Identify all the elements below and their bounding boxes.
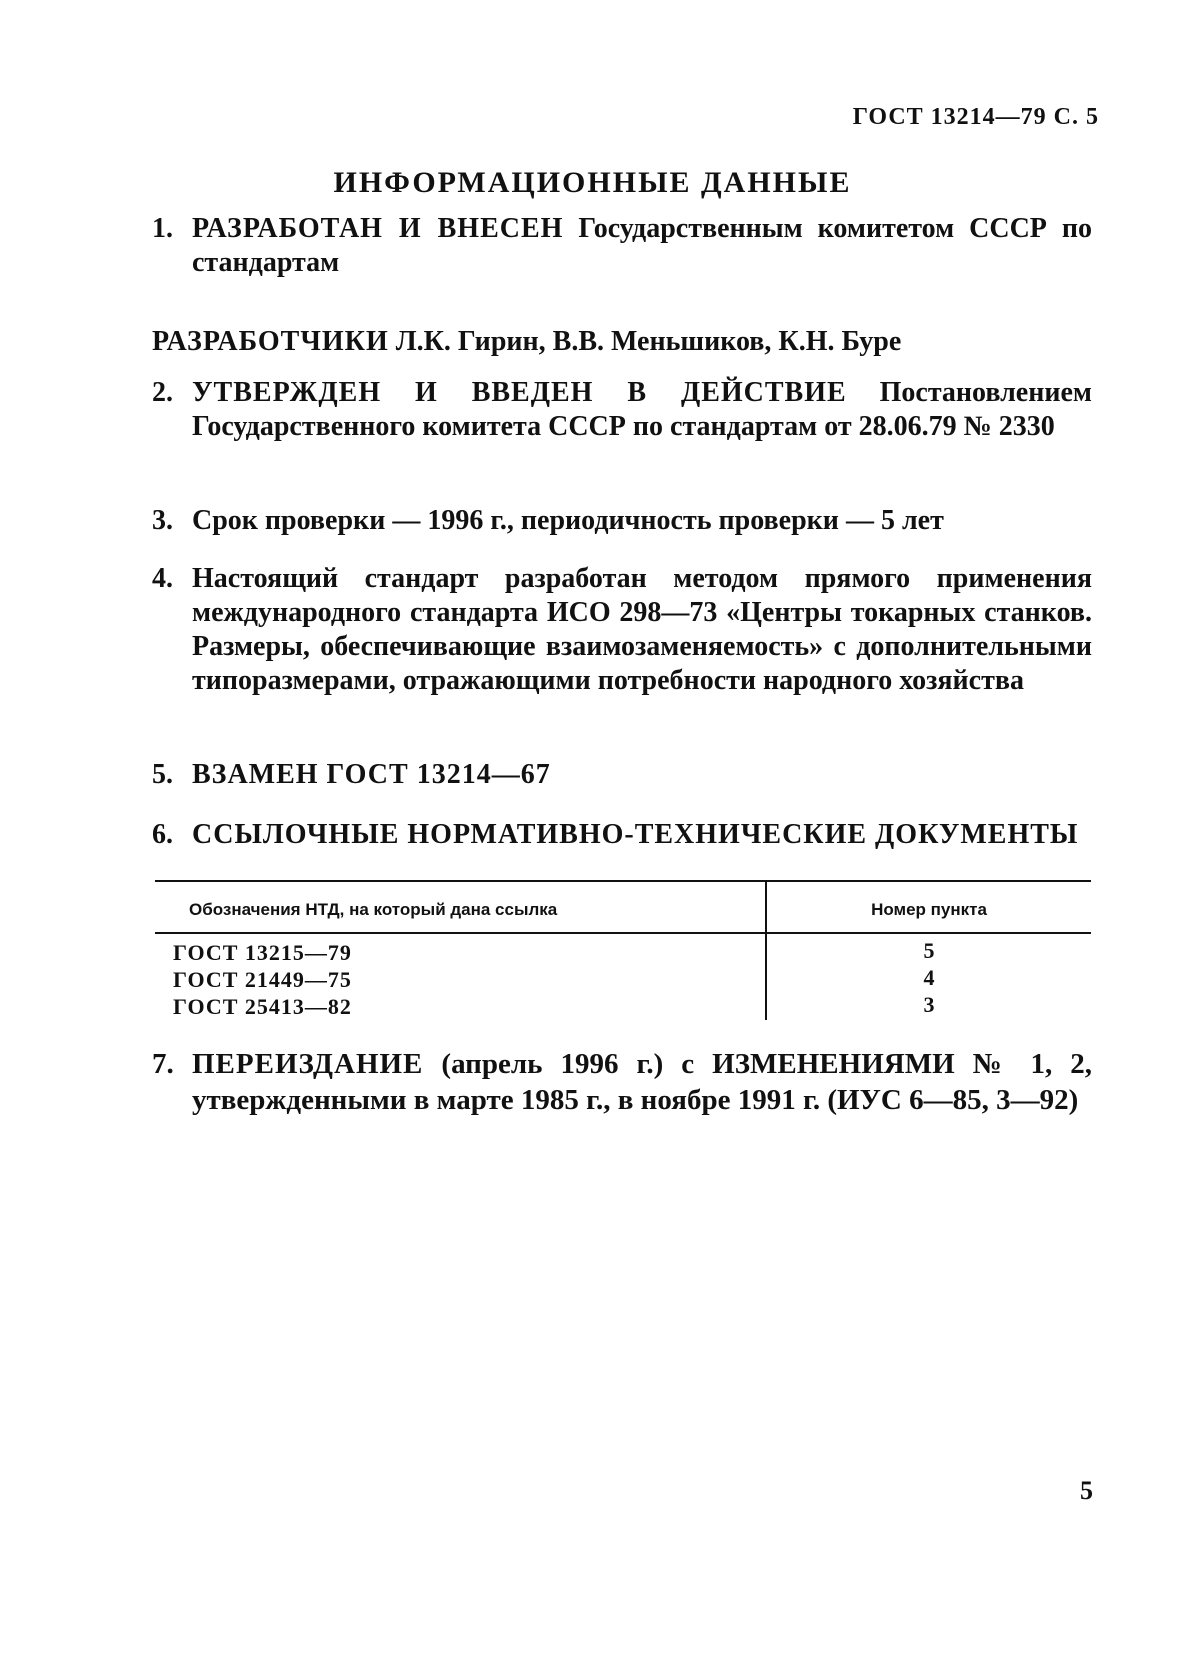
info-item-7 <box>152 1046 1092 1118</box>
item-text <box>192 212 1092 280</box>
item-lead: ПЕРЕИЗДАНИЕ <box>192 1048 424 1080</box>
table-header-reference: Обозначения НТД, на который дана ссылка <box>189 900 558 919</box>
table-cell-point: 5 <box>923 938 935 963</box>
item-lead: РАЗРАБОТАН И ВНЕСЕН <box>192 213 564 244</box>
table-header-rule <box>155 932 1091 934</box>
info-item-5 <box>152 758 1092 792</box>
info-item-1 <box>152 212 1092 280</box>
reference-documents-table <box>155 880 1091 1020</box>
item-body: Государственным комитетом СССР по стандартам <box>192 213 1092 278</box>
item-text <box>192 818 1092 852</box>
table-cell-reference: ГОСТ 21449—75 <box>173 967 352 992</box>
item-body: Постановлением Государственного комитета СССР по стандартам от 28.06.79 № 2330 <box>192 377 1093 442</box>
item-number: 5. <box>152 759 173 790</box>
item-number: 7. <box>152 1048 174 1080</box>
item-body: Настоящий стандарт разработан методом прямого применения международного стандарта ИСО 298—73 «Центры токарных станков. Размеры, обеспечивающие взаимозаменяемость» с дополнительными типоразмерами, отражающими потребности народного хозяйства <box>192 563 1092 696</box>
item-lead: ВЗАМЕН ГОСТ 13214—67 <box>192 759 551 790</box>
info-item-3 <box>152 504 1092 538</box>
table-top-rule <box>155 880 1091 882</box>
page-number: 5 <box>1080 1476 1093 1505</box>
item-number: 1. <box>152 213 173 244</box>
item-text <box>192 1046 1092 1118</box>
item-number: 2. <box>152 377 173 408</box>
item-body: (апрель 1996 г.) с ИЗМЕНЕНИЯМИ № 1, 2, утвержденными в марте 1985 г., в ноябре 1991 г. (ИУС 6—85, 3—92) <box>192 1048 1093 1116</box>
info-item-4 <box>152 562 1092 698</box>
item-number: 4. <box>152 563 173 594</box>
item-lead: УТВЕРЖДЕН И ВВЕДЕН В ДЕЙСТВИЕ <box>192 377 847 408</box>
item-body: Срок проверки — 1996 г., периодичность проверки — 5 лет <box>192 505 944 536</box>
item-number: 3. <box>152 505 173 536</box>
table-cell-reference: ГОСТ 13215—79 <box>173 940 352 965</box>
developers-label: РАЗРАБОТЧИКИ <box>152 326 389 357</box>
info-item-6 <box>152 818 1092 852</box>
item-number: 6. <box>152 819 173 850</box>
item-text <box>192 504 1092 538</box>
item-lead: ССЫЛОЧНЫЕ НОРМАТИВНО-ТЕХНИЧЕСКИЕ ДОКУМЕНТЫ <box>192 819 1079 850</box>
developers-names: Л.К. Гирин, В.В. Меньшиков, К.Н. Буре <box>395 326 902 357</box>
info-item-2 <box>152 376 1092 444</box>
developers-line <box>152 326 901 358</box>
document-code-header: ГОСТ 13214—79 С. 5 <box>852 104 1099 130</box>
item-text <box>192 562 1092 698</box>
table-cell-reference: ГОСТ 25413—82 <box>173 994 352 1019</box>
item-text <box>192 758 1092 792</box>
item-text <box>192 376 1092 444</box>
table-cell-point: 4 <box>923 965 935 990</box>
table-header-point: Номер пункта <box>871 900 987 919</box>
page-title: ИНФОРМАЦИОННЫЕ ДАННЫЕ <box>333 166 852 199</box>
table-cell-point: 3 <box>923 992 935 1017</box>
